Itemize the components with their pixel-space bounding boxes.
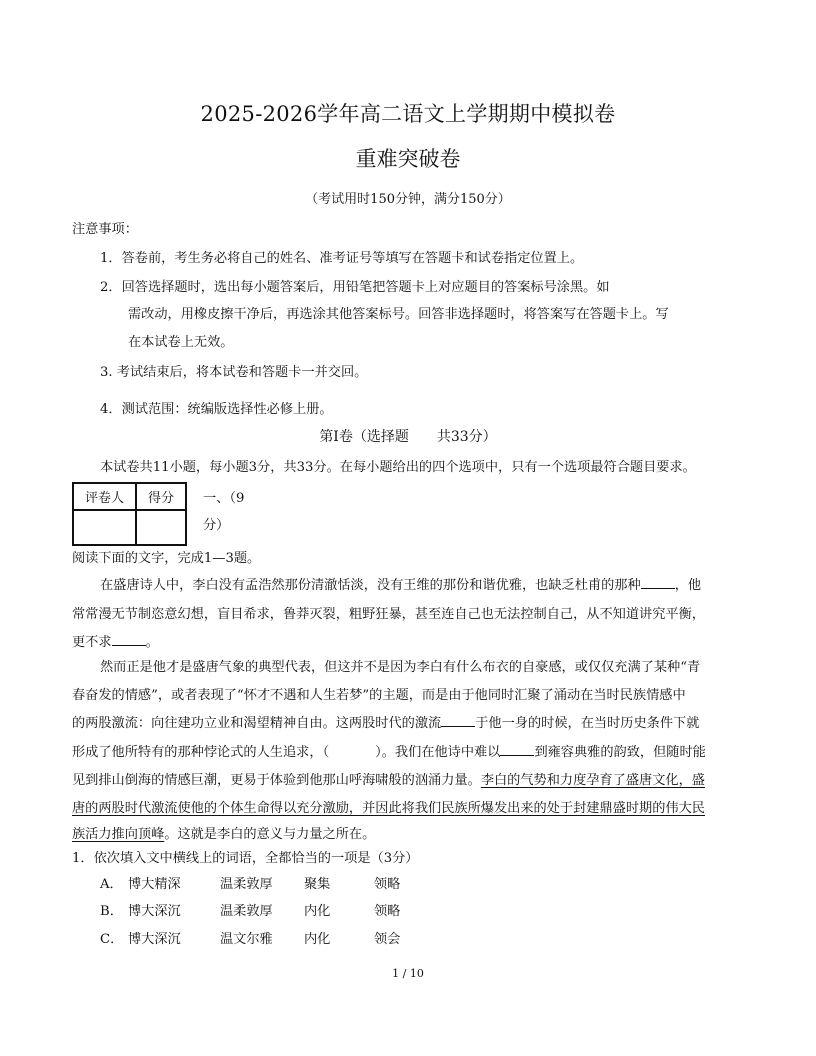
- exam-title: 2025-2026学年高二语文上学期期中模拟卷: [200, 102, 616, 126]
- page-number: 1 / 10: [392, 967, 424, 980]
- score-header: 得分: [136, 483, 186, 510]
- passage-line: 形成了他所特有的那种悖论式的人生追求，（ ）。我们在他诗中难以 到雍容典雅的韵致，但随时能: [72, 745, 706, 760]
- section-intro: 本试卷共11小题，每小题3分，共33分。在每小题给出的四个选项中，只有一个选项最符合题目要求。: [100, 460, 696, 475]
- passage-line: 常常漫无节制恣意幻想，盲目希求，鲁莽灭裂，粗野狂暴，甚至连自己也无法控制自己，从不知道讲究平衡，: [72, 607, 705, 622]
- option-b: B． 博大深沉 温柔敦厚 内化 领略: [100, 904, 401, 919]
- section-heading: 第Ⅰ卷（选择题 共33分）: [319, 429, 497, 445]
- grader-header: 评卷人: [73, 483, 136, 510]
- passage-line: 见到排山倒海的情感巨潮，更易于体验到他那山呼海啸般的汹涌力量。李白的气势和力度孕育了盛唐文化，盛: [72, 773, 705, 788]
- underlined-sentence: 族活力推向顶峰: [72, 827, 165, 842]
- notice-heading: 注意事项：: [72, 222, 138, 237]
- question-stem: 1．依次填入文中横线上的词语，全都恰当的一项是（3分）: [72, 851, 419, 866]
- notice-item-2-cont2: 在本试卷上无效。: [128, 335, 234, 350]
- grader-cell: [73, 510, 136, 545]
- notice-item-4: 4．测试范围：统编版选择性必修上册。: [100, 402, 333, 417]
- option-c: C． 博大深沉 温文尔雅 内化 领会: [100, 932, 401, 947]
- fill-blank: [112, 633, 146, 646]
- notice-item-3: 3. 考试结束后，将本试卷和答题卡一并交回。: [100, 365, 368, 380]
- score-cell: [136, 510, 186, 545]
- notice-item-2: 2．回答选择题时，选出每小题答案后，用铅笔把答题卡上对应题目的答案标号涂黑。如: [100, 280, 610, 295]
- passage-line: 的两股激流：向往建功立业和渴望精神自由。这两股时代的激流 于他一身的时候，在当时历史条件下就: [72, 716, 700, 731]
- reading-instruction: 阅读下面的文字，完成1—3题。: [72, 551, 261, 566]
- part1-label-cont: 分）: [203, 518, 230, 533]
- notice-item-2-cont: 需改动，用橡皮擦干净后，再选涂其他答案标号。回答非选择题时，将答案写在答题卡上。写: [128, 307, 669, 322]
- passage-line: 在盛唐诗人中，李白没有孟浩然那份清澈恬淡，没有王维的那份和谐优雅，也缺乏杜甫的那种 ，他: [100, 578, 702, 593]
- underlined-sentence: 唐的两股时代激流使他的个体生命得以充分激励，并因此将我们民族所爆发出来的处于封建鼎盛时期的伟大民: [72, 801, 705, 816]
- grader-table: [72, 482, 187, 546]
- option-a: A． 博大精深 温柔敦厚 聚集 领略: [100, 877, 401, 892]
- fill-blank: [641, 576, 675, 589]
- passage-line: 春奋发的情感”，或者表现了“怀才不遇和人生若梦”的主题，而是由于他同时汇聚了涌动在当时民族情感中: [72, 688, 686, 703]
- notice-item-1: 1．答卷前，考生务必将自己的姓名、准考证号等填写在答题卡和试卷指定位置上。: [100, 251, 584, 266]
- underlined-sentence: 李白的气势和力度孕育了盛唐文化，盛: [480, 773, 705, 788]
- fill-blank: [441, 714, 475, 727]
- exam-subtitle: 重难突破卷: [355, 147, 461, 171]
- exam-info: （考试用时150分钟，满分150分）: [305, 192, 511, 207]
- fill-blank: [500, 743, 534, 756]
- passage-line: 更不求 。: [72, 635, 159, 650]
- passage-line: 族活力推向顶峰。这就是李白的意义与力量之所在。: [72, 827, 376, 842]
- part1-label: 一、（9: [203, 491, 245, 506]
- passage-line: 然而正是他才是盛唐气象的典型代表，但这并不是因为李白有什么布衣的自豪感，或仅仅充满了某种“青: [100, 660, 701, 675]
